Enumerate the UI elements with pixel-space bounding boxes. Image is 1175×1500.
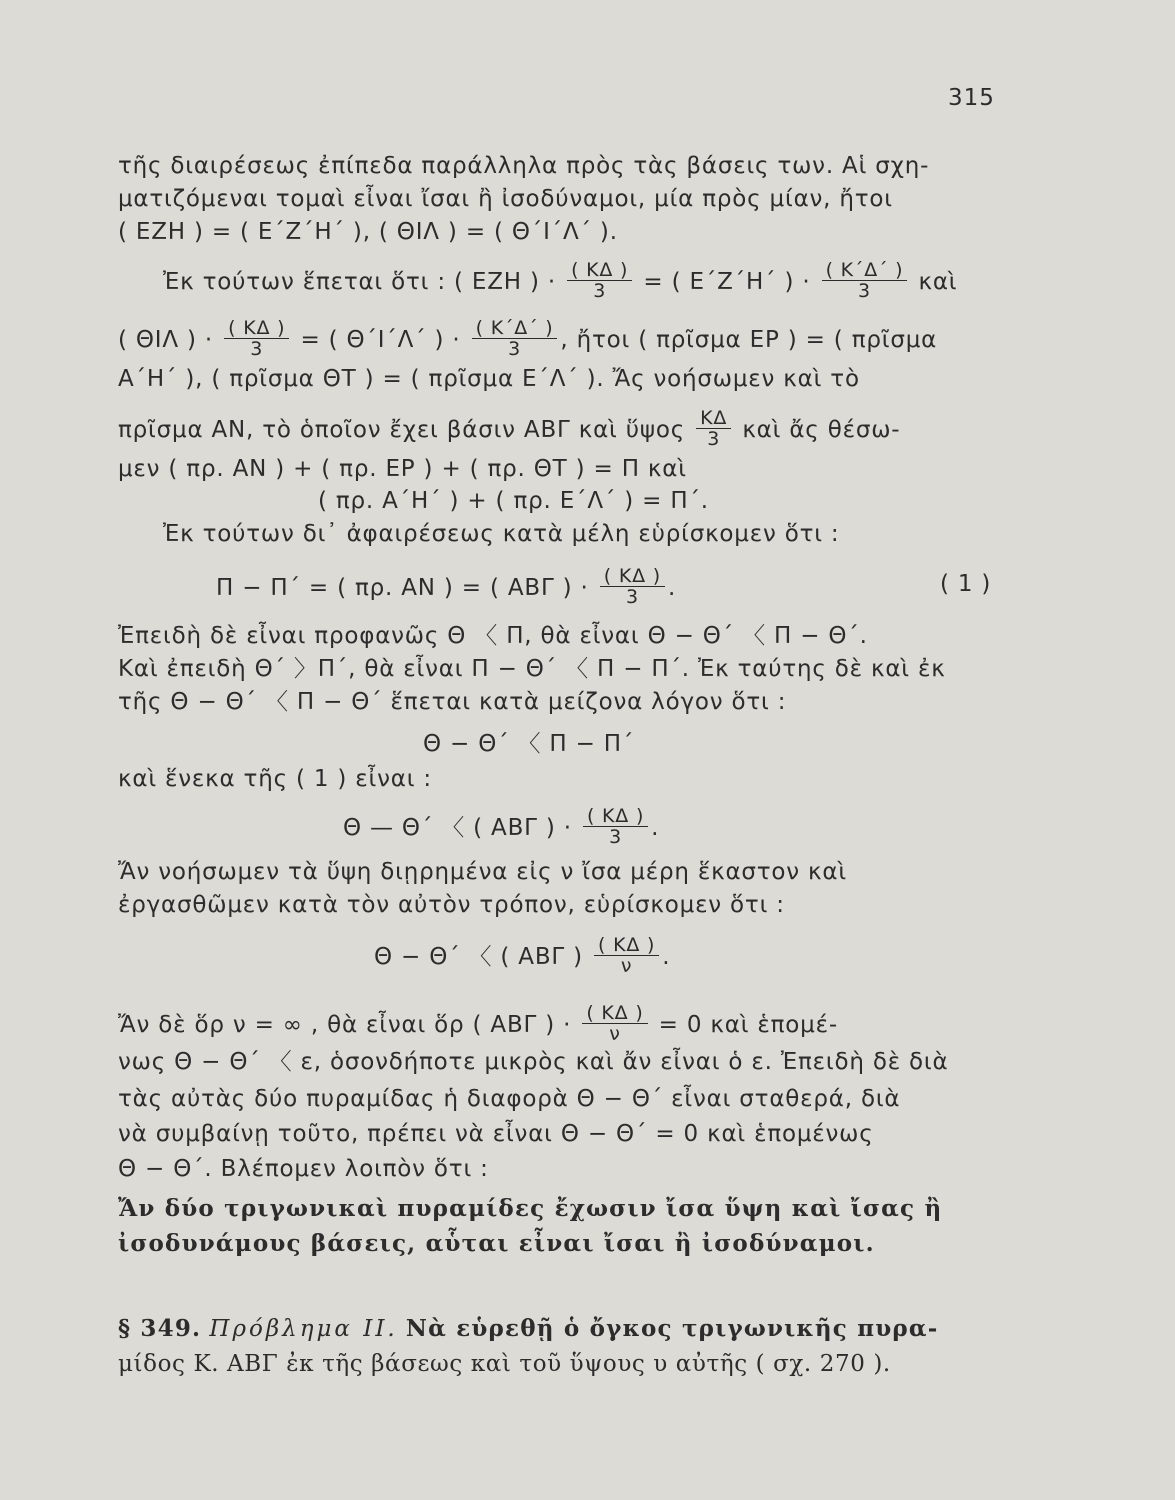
- numerator: ( Κ΄Δ΄ ): [822, 260, 908, 281]
- denominator: 3: [625, 586, 639, 608]
- text-line-with-fractions: [118, 317, 938, 361]
- numerator: ( ΚΔ ): [583, 806, 648, 827]
- inequality: Θ — Θ΄ 〈 ( ΑΒΓ ) · $\frac{( K\Delta )}{3}$ .: [343, 805, 660, 848]
- text-line: ( πρ. Α΄Η΄ ) + ( πρ. Ε΄Λ΄ ) = Π΄.: [318, 488, 709, 514]
- inequality: Θ − Θ΄ 〈 Π − Π΄: [423, 731, 635, 757]
- text-line: νὰ συμβαίνῃ τοῦτο, πρέπει νὰ εἶναι Θ − Θ΄ = 0 καὶ ἑπομένως: [118, 1121, 874, 1147]
- numerator: ( ΚΔ ): [600, 566, 665, 587]
- text-line-with-fractions: [163, 259, 958, 303]
- text-line: Ἄν νοήσωμεν τὰ ὕψη διῃρημένα εἰς ν ἴσα μέρη ἕκαστον καὶ: [118, 859, 847, 885]
- denominator: 3: [858, 280, 871, 302]
- section-number: § 349.: [118, 1315, 202, 1342]
- denominator: ν: [609, 1023, 621, 1045]
- numerator: ( ΚΔ ): [594, 935, 659, 956]
- theorem-line: ἰσοδυνάμους βάσεις, αὗται εἶναι ἴσαι ἢ ἰσοδύναμοι.: [118, 1230, 875, 1257]
- fraction: [472, 318, 558, 359]
- text-line: καὶ ἕνεκα τῆς ( 1 ) εἶναι :: [118, 766, 432, 792]
- section-heading: [118, 1315, 939, 1343]
- text-line: νως Θ − Θ΄ 〈 ε, ὁσονδήποτε μικρὸς καὶ ἄν εἶναι ὁ ε. Ἐπειδὴ δὲ διὰ: [118, 1049, 949, 1075]
- theorem-line: Ἄν δύο τριγωνικαὶ πυραμίδες ἔχωσιν ἴσα ὕψη καὶ ἴσας ἢ: [118, 1195, 943, 1222]
- fraction: [822, 260, 908, 301]
- numerator: ( ΚΔ ): [582, 1003, 647, 1024]
- equation-text: Θ − Θ΄ 〈 ( ΑΒΓ ): [374, 944, 583, 970]
- text-line: ματιζόμεναι τομαὶ εἶναι ἴσαι ἢ ἰσοδύναμοι, μία πρὸς μίαν, ἤτοι: [118, 186, 893, 212]
- text-line: τὰς αὐτὰς δύο πυραμίδας ἡ διαφορὰ Θ − Θ΄ εἶναι σταθερά, διὰ: [118, 1086, 901, 1112]
- fraction: [594, 935, 659, 976]
- section-text: Νὰ εὑρεθῇ ὁ ὄγκος τριγωνικῆς πυρα-: [405, 1315, 939, 1342]
- denominator: 3: [250, 338, 264, 360]
- denominator: 3: [593, 280, 607, 302]
- denominator: ν: [620, 955, 633, 977]
- text: = ( Ε΄Ζ΄Η΄ ) ·: [643, 269, 811, 295]
- text-line: τῆς Θ − Θ΄ 〈 Π − Θ΄ ἕπεται κατὰ μείζονα λόγον ὅτι :: [118, 689, 787, 715]
- text: , ἤτοι ( πρῖσμα ΕΡ ) = ( πρῖσμα: [560, 327, 938, 353]
- denominator: 3: [508, 338, 521, 360]
- text-line: Καὶ ἐπειδὴ Θ΄ 〉Π΄, θὰ εἶναι Π − Θ΄ 〈 Π − Π΄. Ἐκ ταύτης δὲ καὶ ἐκ: [118, 656, 946, 682]
- text-line-with-fractions: [118, 407, 901, 451]
- fraction: [582, 1003, 647, 1044]
- text-line: τῆς διαιρέσεως ἐπίπεδα παράλληλα πρὸς τὰς βάσεις των. Αἱ σχη-: [118, 153, 930, 179]
- text-line: ἐργασθῶμεν κατὰ τὸν αὐτὸν τρόπον, εὑρίσκομεν ὅτι :: [118, 892, 785, 918]
- equation-text: Π − Π΄ = ( πρ. ΑΝ ) = ( ΑΒΓ ) ·: [216, 575, 589, 601]
- equation-text: Θ — Θ΄ 〈 ( ΑΒΓ ) ·: [343, 815, 572, 841]
- text-line: μεν ( πρ. ΑΝ ) + ( πρ. ΕΡ ) + ( πρ. ΘΤ ) = Π καὶ: [118, 456, 687, 482]
- text-line: Ἐπειδὴ δὲ εἶναι προφανῶς Θ 〈 Π, θὰ εἶναι Θ − Θ΄ 〈 Π − Θ΄.: [118, 623, 868, 649]
- text-line: ( ΕΖΗ ) = ( Ε΄Ζ΄Η΄ ), ( ΘΙΛ ) = ( Θ΄Ι΄Λ΄ ).: [118, 219, 618, 245]
- page-number: 315: [948, 85, 995, 111]
- fraction: [224, 318, 289, 359]
- inequality: Θ − Θ΄ 〈 ( ΑΒΓ ) $\frac{( K\Delta )}{\nu}$ .: [374, 934, 671, 977]
- numerator: ( ΚΔ ): [224, 318, 289, 339]
- section-text-line: μίδος Κ. ΑΒΓ ἐκ τῆς βάσεως καὶ τοῦ ὕψους υ αὐτῆς ( σχ. 270 ).: [118, 1351, 891, 1377]
- numerator: ( Κ΄Δ΄ ): [472, 318, 558, 339]
- denominator: 3: [707, 428, 721, 450]
- text-line: Θ − Θ΄. Βλέπομεν λοιπὸν ὅτι :: [118, 1156, 489, 1182]
- text: Ἐκ τούτων ἕπεται ὅτι : ( ΕΖΗ ) ·: [163, 269, 556, 295]
- text: = ( Θ΄Ι΄Λ΄ ) ·: [300, 327, 461, 353]
- text-line: Ἐκ τούτων δι᾿ ἀφαιρέσεως κατὰ μέλη εὑρίσκομεν ὅτι :: [163, 521, 840, 547]
- denominator: 3: [609, 826, 623, 848]
- fraction: [600, 566, 665, 607]
- fraction: [567, 260, 632, 301]
- numerator: ΚΔ: [696, 408, 731, 429]
- fraction: [696, 408, 731, 449]
- numerator: ( ΚΔ ): [567, 260, 632, 281]
- fraction: [583, 806, 648, 847]
- text-line-with-fractions: [118, 1002, 838, 1046]
- equation-label: ( 1 ): [940, 571, 992, 597]
- equation-1: Π − Π΄ = ( πρ. ΑΝ ) = ( ΑΒΓ ) · $\frac{( K\Delta )}{3}$ .: [216, 565, 677, 608]
- text: Ἄν δὲ ὅρ ν = ∞ , θὰ εἶναι ὅρ ( ΑΒΓ ) ·: [118, 1012, 572, 1038]
- text: ( ΘΙΛ ) ·: [118, 327, 214, 353]
- text: πρῖσμα ΑΝ, τὸ ὁποῖον ἔχει βάσιν ΑΒΓ καὶ ὕψος: [118, 417, 686, 443]
- section-label: Πρόβλημα II.: [209, 1316, 398, 1342]
- text: = 0 καὶ ἑπομέ-: [658, 1012, 838, 1038]
- text-line: Α΄Η΄ ), ( πρῖσμα ΘΤ ) = ( πρῖσμα Ε΄Λ΄ ). Ἄς νοήσωμεν καὶ τὸ: [118, 366, 860, 392]
- text: καὶ ἄς θέσω-: [742, 417, 901, 443]
- text: καὶ: [918, 269, 958, 295]
